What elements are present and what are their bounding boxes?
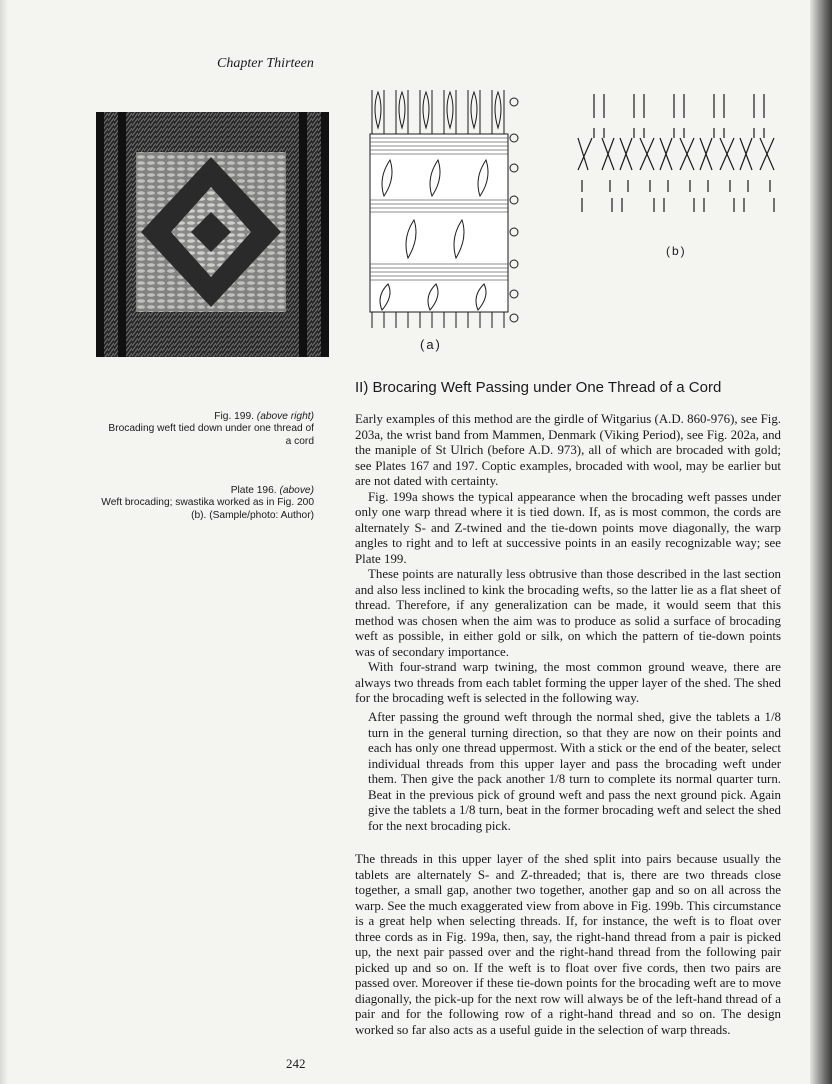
caption-plate-196-text: Weft brocading; swastika worked as in Fig. 200 (b). (Sample/photo: Author) <box>101 497 314 521</box>
page-left-edge <box>0 0 8 1084</box>
caption-fig-199-label: Fig. 199. <box>214 411 254 422</box>
plate-196-photo <box>96 112 329 357</box>
running-head: Chapter Thirteen <box>217 56 314 71</box>
instruction-paragraph: After passing the ground weft through the normal shed, give the tablets a 1/8 turn in the general turning direction, so that they are now on their points and each has only one thread uppermost. With a stick or the end of the beater, select individual threads from this upper layer and pass the brocading weft under them. Then give the pack another 1/8 turn to complete its normal quarter turn. Beat in the previous pick of ground weft and pass the next ground pick. Again give the tablets a 1/8 turn, beat in the former brocading weft and select the shed for the next brocading pick. <box>368 710 781 833</box>
closing-paragraph: The threads in this upper layer of the shed split into pairs because usually the tablets are alternately S- and Z-threaded; that is, there are two threads close together, a small gap, another two together, another gap and so on all across the warp. See the much exaggerated view from above in Fig. 199b. This circumstance is a great help when selecting threads. If, for instance, the weft is to float over three cords as in Fig. 199a, then, say, the right-hand thread from a pair is picked up, the next pair passed over and the right-hand thread from the following pair picked up and so on. If the weft is to float over five cords, then two pairs are passed over. Moreover if these tie-down points for the brocading weft are to move diagonally, the pick-up for the next row will always be of the left-hand thread of a pair and for the following row of a right-hand thread and so on. The design worked so far also acts as a useful guide in the selection of warp threads. <box>355 852 781 1037</box>
body-text-main <box>355 412 781 707</box>
page-gutter-shadow <box>810 0 832 1084</box>
page-number: 242 <box>286 1056 306 1071</box>
caption-fig-199-note: (above right) <box>256 411 314 422</box>
paragraph: With four-strand warp twining, the most common ground weave, there are always two threads from each tablet forming the upper layer of the shed. The shed for the brocading weft is selected in the following way. <box>355 660 781 705</box>
caption-plate-196 <box>100 485 314 522</box>
section-heading: II) Brocaring Weft Passing under One Thread of a Cord <box>355 379 722 396</box>
fig-199b-diagram <box>574 88 784 218</box>
paragraph: These points are naturally less obtrusive than those described in the last section and also less inclined to kink the brocading wefts, so the latter lie as a flat sheet of thread. Therefore, if any generalization can be made, it would seem that this method was chosen when the aim was to produce as solid a surface of brocading weft as possible, in either gold or silk, on which the pattern of tie-down points was of secondary importance. <box>355 567 781 659</box>
caption-plate-196-note: (above) <box>279 485 314 496</box>
fig-199a-diagram <box>362 88 530 330</box>
instruction-block <box>368 710 781 834</box>
fig-label-b: (b) <box>666 244 687 258</box>
body-text-closing <box>355 852 781 1038</box>
fig-label-a: (a) <box>420 337 442 352</box>
paragraph: Early examples of this method are the girdle of Witgarius (A.D. 860-976), see Fig. 203a, the wrist band from Mammen, Denmark (Viking Period), see Fig. 202a, and the maniple of St Ulrich (before A.D. 973), all of which are brocaded with gold; see Plates 167 and 197. Coptic examples, brocaded with wool, may be earlier but are not dated with certainty. <box>355 412 781 488</box>
paragraph: Fig. 199a shows the typical appearance when the brocading weft passes under only one warp thread where it is tied down. If, as is most common, the cords are alternately S- and Z-twined and the tie-down points move diagonally, the warp angles to right and to left at successive points in an easily recognizable way; see Plate 199. <box>355 489 781 566</box>
caption-fig-199 <box>100 411 314 448</box>
caption-fig-199-text: Brocading weft tied down under one thread of a cord <box>108 423 314 447</box>
caption-plate-196-label: Plate 196. <box>230 485 277 496</box>
